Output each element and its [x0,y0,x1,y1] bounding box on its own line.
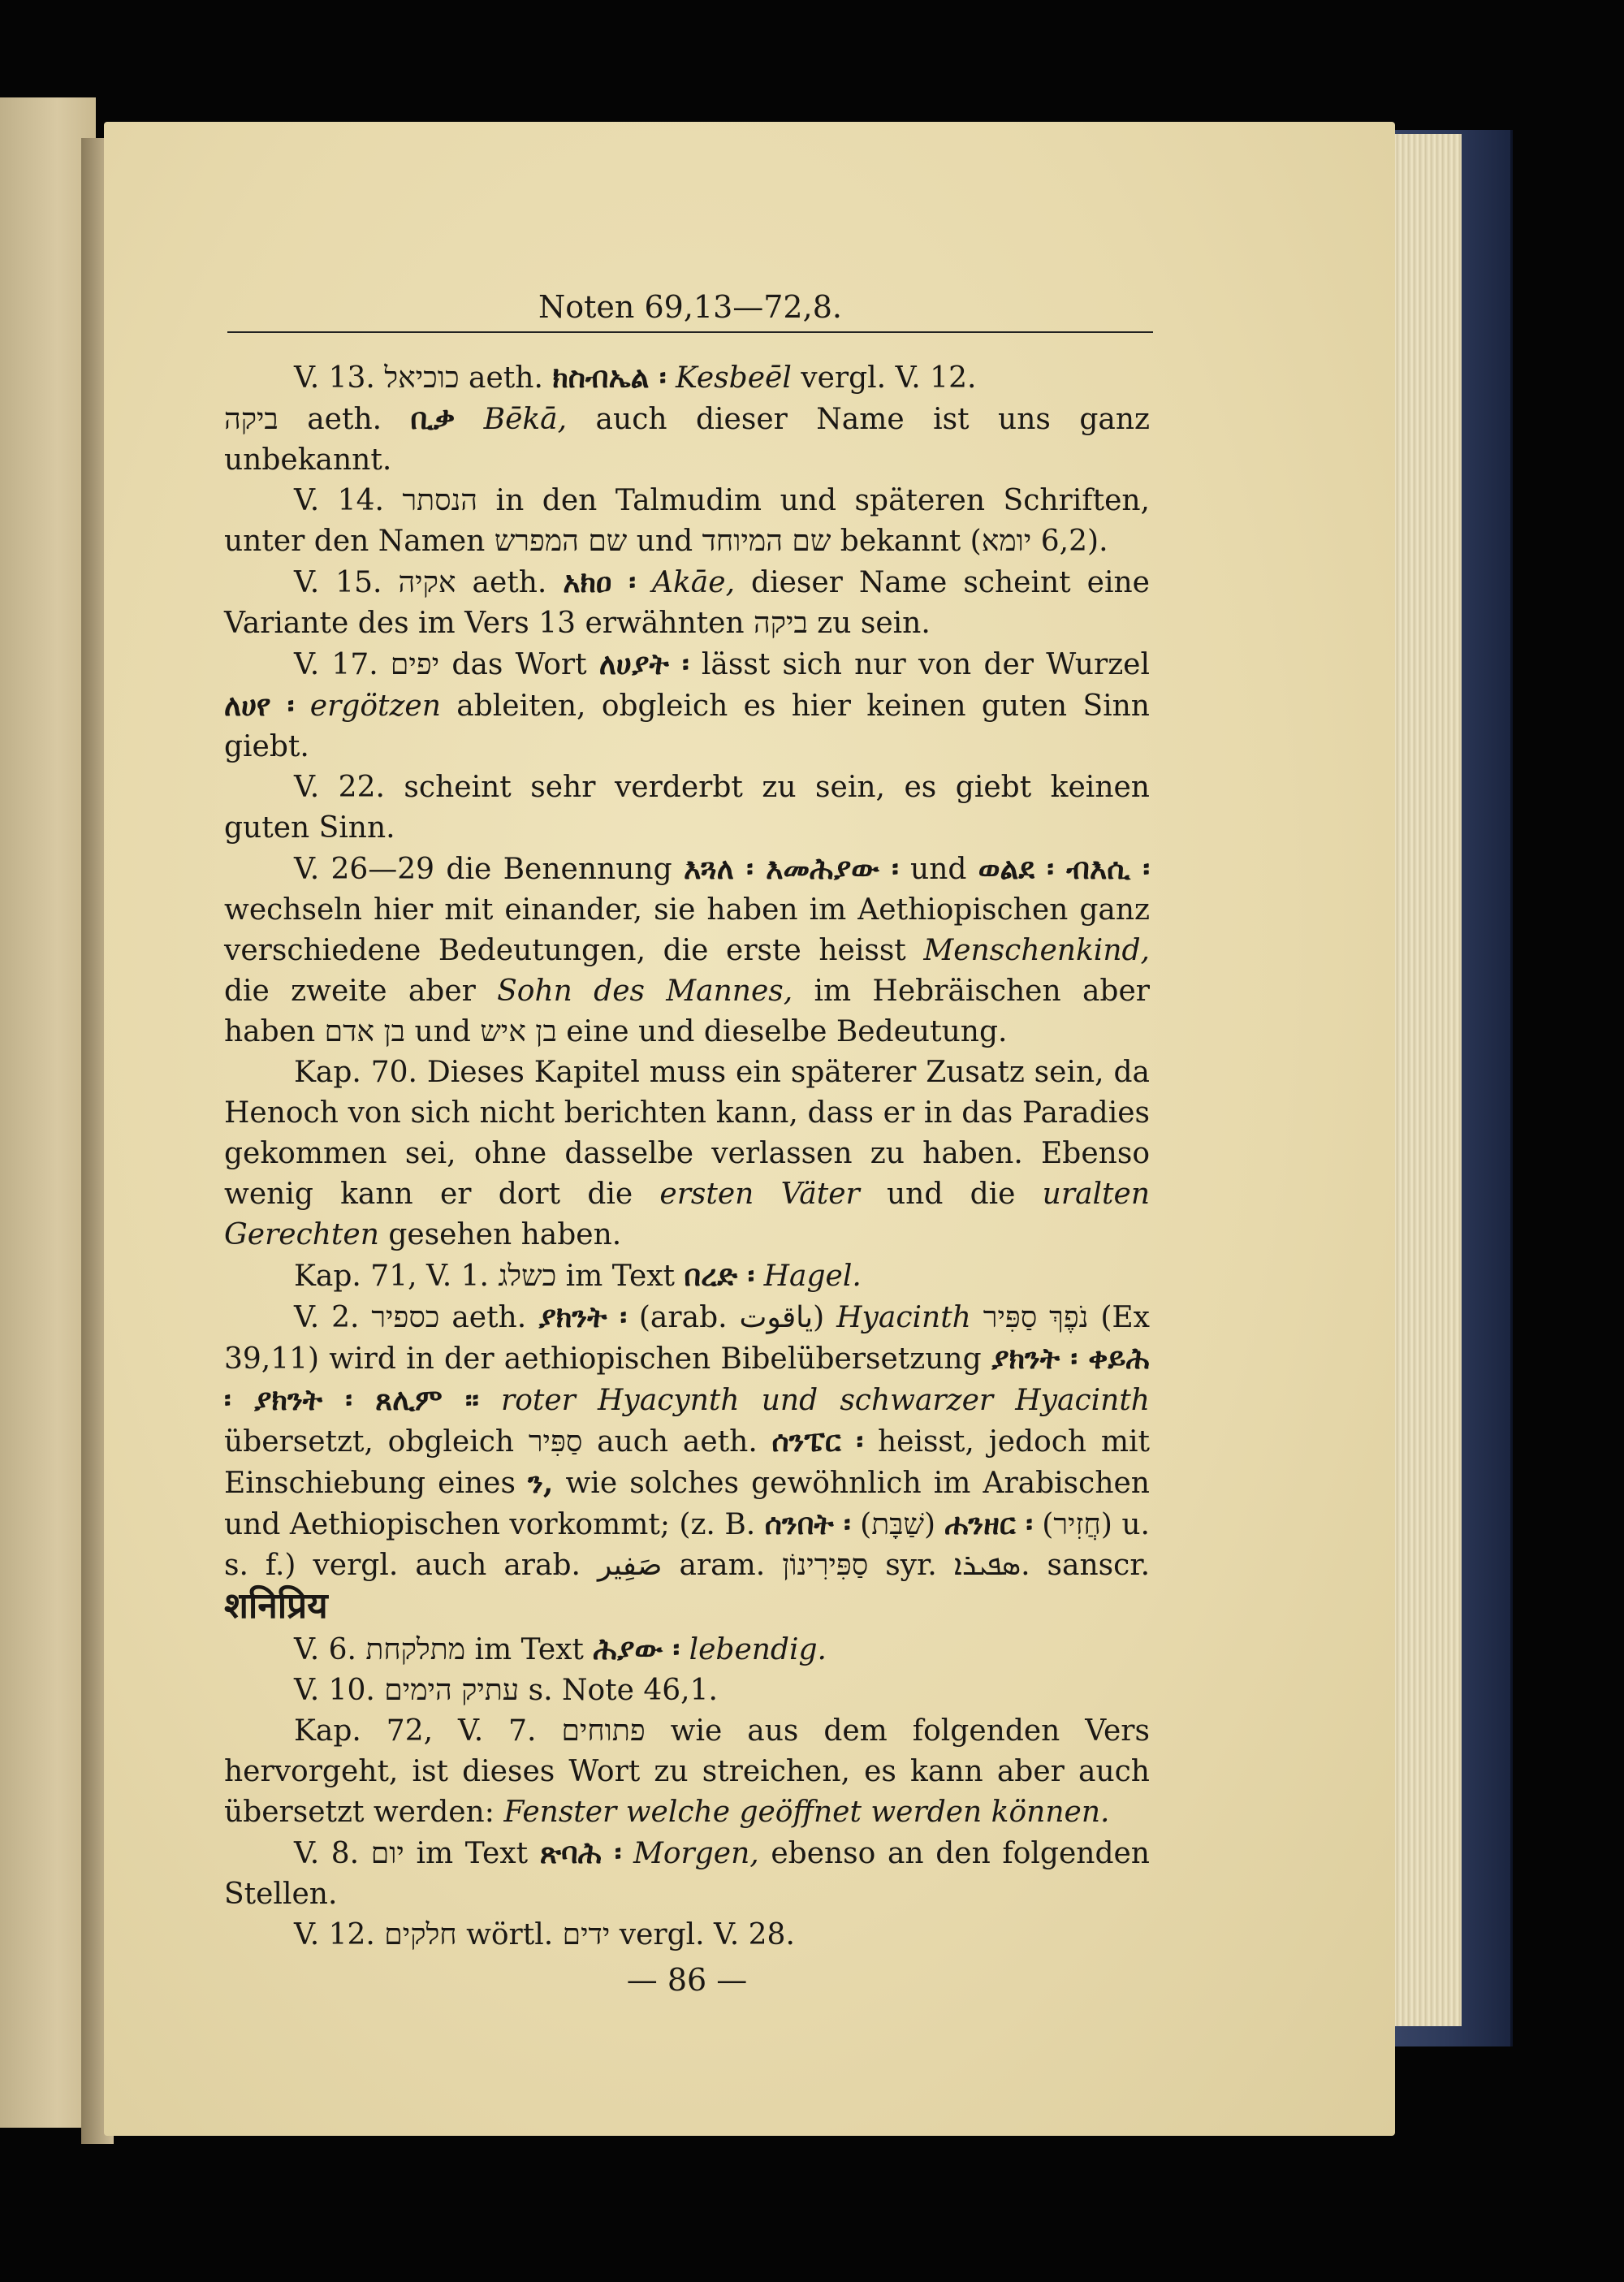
note-paragraph: Kap. 72, V. 7. פתוחים wie aus dem folgenden Vers hervorgeht, ist dieses Wort zu streichen, es kann aber auch übersetzt werden: Fenster welche geöffnet werden können. [224,1714,1150,1829]
note-paragraph: V. 2. כספיר aeth. ያክንት ፡ (arab. ياقوت) Hyacinth נֹפֶךְ סַפִּיר (Ex 39,11) wird in der aethiopischen Bibelübersetzung ያክንት ፡ ቀይሕ ፡ ያክንት ፡ ጸሊም ። roter Hyacynth und schwarzer Hyacinth übersetzt, obgleich סַפִּיר auch aeth. ሰንፔር ፡ heisst, jedoch mit Einschiebung eines ን, wie solches gewöhnlich im Arabischen und Aethiopischen vorkommt; (z. B. ሰንበት ፡ (שַׁבָּת) ሐንዘር ፡ (חֲזִיר) u. s. f.) vergl. auch arab. صَفِير aram. סַפִּירִינוֹן syr. ܣܦܝܪܐ. sanscr. शनिप्रिय [224,1300,1151,1627]
note-paragraph: Kap. 71, V. 1. כשלג im Text በረድ ፡ Hagel. [294,1259,862,1293]
notes-body [224,357,1150,1956]
note-paragraph: V. 14. הנסתר in den Talmudim und späteren Schriften, unter den Namen שם המפרש und שם המיוחד bekannt (יומא 6,2). [224,484,1150,558]
note-paragraph: V. 13. כוכיאל aeth. ክስብኤል ፡ Kesbeēl vergl. V. 12. [294,361,977,395]
note-paragraph: V. 26—29 die Benennung እጓለ ፡ እመሕያው ፡ und ወልደ ፡ ብእሲ ፡ wechseln hier mit einander, sie haben im Aethiopischen ganz verschiedene Bedeutungen, die erste heisst Menschenkind, die zweite aber Sohn des Mannes, im Hebräischen aber haben בן אדם und בן איש eine und dieselbe Bedeutung. [224,852,1150,1048]
sanskrit-word: शनिप्रिय [224,1585,328,1627]
note-paragraph: Kap. 70. Dieses Kapitel muss ein späterer Zusatz sein, da Henoch von sich nicht berichten kann, dass er in das Paradies gekommen sei, ohne dasselbe verlassen zu haben. Ebenso wenig kann er dort die ersten Väter und die uralten Gerechten gesehen haben. [224,1056,1150,1251]
running-header: Noten 69,13—72,8. [227,289,1153,333]
page-number: — 86 — [626,1962,748,1998]
note-paragraph: V. 22. scheint sehr verderbt zu sein, es giebt keinen guten Sinn. [224,771,1150,845]
note-paragraph: V. 8. יום im Text ጽባሕ ፡ Morgen, ebenso an den folgenden Stellen. [224,1836,1150,1911]
note-paragraph: V. 10. עתיק הימים s. Note 46,1. [294,1674,718,1707]
note-paragraph: V. 12. חלקים wörtl. ידים vergl. V. 28. [294,1918,795,1951]
note-paragraph: V. 6. מתלקחת im Text ሕያው ፡ lebendig. [294,1632,827,1666]
note-paragraph: V. 17. יפים das Wort ለሀያት ፡ lässt sich nur von der Wurzel ለሀየ ፡ ergötzen ableiten, obgleich es hier keinen guten Sinn giebt. [224,647,1150,763]
note-paragraph: ביקה aeth. ቢቃ Bēkā, auch dieser Name ist uns ganz unbekannt. [224,402,1150,477]
note-paragraph: V. 15. אקיה aeth. አክዐ ፡ Akāe, dieser Name scheint eine Variante des im Vers 13 erwähnten ביקה zu sein. [224,565,1150,640]
